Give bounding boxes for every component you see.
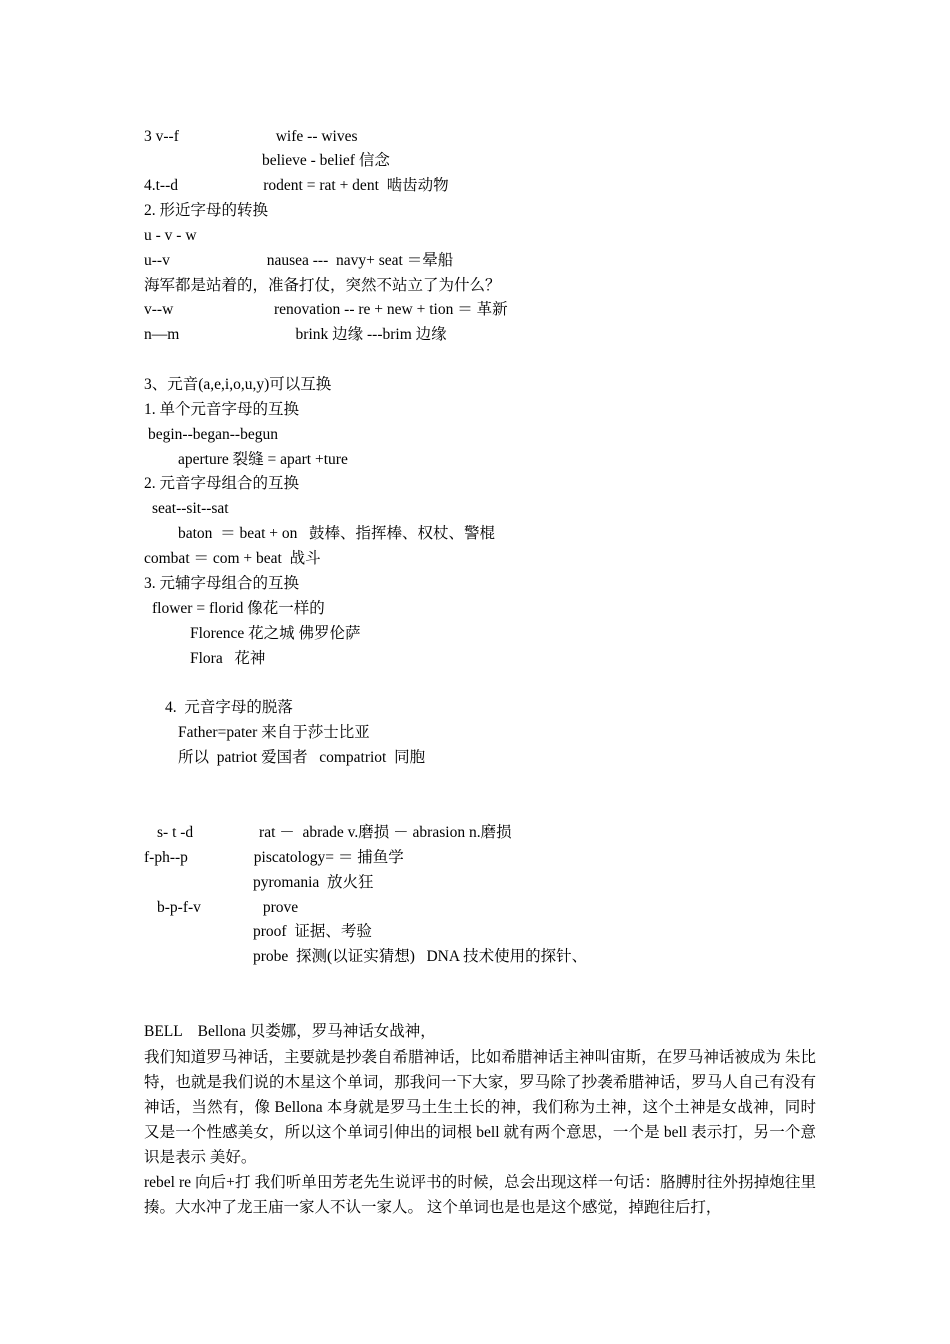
text-line: proof 证据、考验: [253, 923, 372, 940]
section-heading: 4. 元音字母的脱落: [165, 699, 293, 716]
text-line: 海军都是站着的，准备打仗，突然不站立了为什么？: [144, 277, 501, 294]
text-line: Florence 花之城 佛罗伦萨: [190, 625, 361, 642]
text-line: n—m brink 边缘 ---brim 边缘: [144, 326, 447, 343]
text-line: Father=pater 来自于莎士比亚: [178, 724, 370, 741]
text-line: believe - belief 信念: [262, 152, 390, 169]
text-line: begin--began--begun: [148, 426, 278, 443]
text-line: u - v - w: [144, 227, 197, 244]
section-heading: 3、元音(a,e,i,o,u,y)可以互换: [144, 376, 332, 393]
section-heading: 1. 单个元音字母的互换: [144, 401, 300, 418]
text-line: 3 v--f wife -- wives: [144, 128, 358, 145]
text-line: v--w renovation -- re + new + tion ＝ 革新: [144, 301, 508, 318]
text-line: s- t -d rat － abrade v.磨损 － abrasion n.磨损: [157, 824, 512, 841]
text-line: baton ＝ beat + on 鼓棒、指挥棒、权杖、警棍: [178, 525, 495, 542]
body-paragraph: 我们知道罗马神话，主要就是抄袭自希腊神话，比如希腊神话主神叫宙斯，在罗马神话被成为 朱比特，也就是我们说的木星这个单词，那我问一下大家，罗马除了抄袭希腊神话，罗马人自己有没有神话，当然有，像 Bellona 本身就是罗马土生土长的神，我们称为土神，这个土神是女战神，同时又是一个性感美女，所以这个单词引伸出的词根 bell 就有两个意思，一个是 bell 表示打，另一个意识是表示 美好。: [144, 1049, 816, 1166]
text-line: u--v nausea --- navy+ seat ＝晕船: [144, 252, 454, 269]
section-heading: 2. 元音字母组合的互换: [144, 475, 300, 492]
text-line: b-p-f-v prove: [157, 899, 299, 916]
text-line: Flora 花神: [190, 650, 266, 667]
text-line: flower = florid 像花一样的: [152, 600, 325, 617]
text-line: 4.t--d rodent = rat + dent 啮齿动物: [144, 177, 449, 194]
section-heading: BELL Bellona 贝娄娜，罗马神话女战神，: [144, 1023, 436, 1040]
text-line: probe 探测(以证实猜想) DNA 技术使用的探针、: [253, 948, 588, 965]
text-line: seat--sit--sat: [152, 500, 229, 517]
text-line: combat ＝ com + beat 战斗: [144, 550, 321, 567]
section-heading: 3. 元辅字母组合的互换: [144, 575, 300, 592]
text-line: pyromania 放火狂: [253, 874, 374, 891]
text-line: aperture 裂缝 = apart +ture: [178, 451, 348, 468]
section-heading: 2. 形近字母的转换: [144, 202, 269, 219]
text-line: 所以 patriot 爱国者 compatriot 同胞: [178, 749, 426, 766]
text-line: f-ph--p piscatology= ＝ 捕鱼学: [144, 849, 404, 866]
body-paragraph: rebel re 向后+打 我们听单田芳老先生说评书的时候，总会出现这样一句话：胳膊肘往外拐掉炮往里揍。大水冲了龙王庙一家人不认一家人。 这个单词也是也是这个感觉，掉跑往后打，: [144, 1174, 816, 1216]
